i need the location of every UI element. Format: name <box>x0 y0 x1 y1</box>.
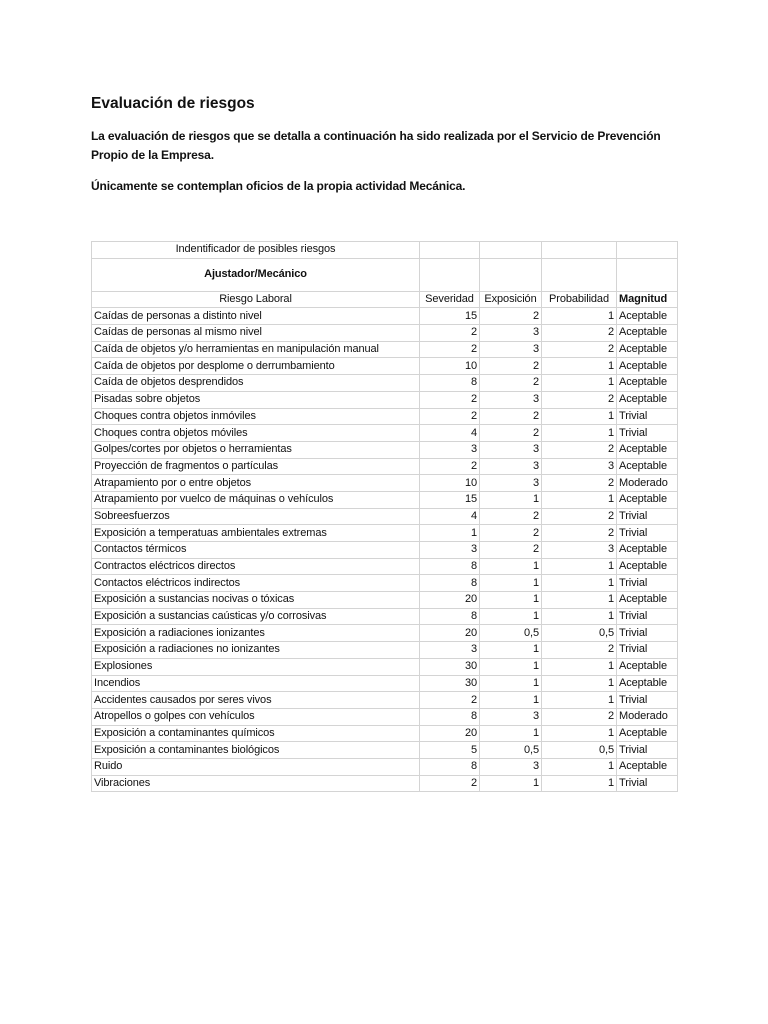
probabilidad-cell: 0,5 <box>542 742 617 759</box>
probabilidad-cell: 1 <box>542 775 617 792</box>
exposicion-cell: 2 <box>480 508 542 525</box>
severidad-cell: 3 <box>420 542 480 559</box>
severidad-cell: 3 <box>420 441 480 458</box>
table-row <box>92 658 678 675</box>
severidad-cell: 2 <box>420 341 480 358</box>
exposicion-cell: 3 <box>480 708 542 725</box>
table-row <box>92 692 678 709</box>
exposicion-cell: 1 <box>480 575 542 592</box>
magnitud-cell: Trivial <box>617 608 678 625</box>
table-row <box>92 742 678 759</box>
table-row <box>92 542 678 559</box>
probabilidad-cell: 2 <box>542 341 617 358</box>
magnitud-cell: Trivial <box>617 575 678 592</box>
riesgo-cell: Exposición a sustancias nocivas o tóxicas <box>92 592 420 609</box>
magnitud-cell: Aceptable <box>617 491 678 508</box>
severidad-cell: 4 <box>420 425 480 442</box>
probabilidad-cell: 2 <box>542 391 617 408</box>
probabilidad-cell: 1 <box>542 592 617 609</box>
table-row <box>92 358 678 375</box>
table-row <box>92 675 678 692</box>
magnitud-cell: Aceptable <box>617 592 678 609</box>
probabilidad-cell: 1 <box>542 408 617 425</box>
riesgo-cell: Exposición a contaminantes biológicos <box>92 742 420 759</box>
header-severidad: Severidad <box>420 291 480 308</box>
exposicion-cell: 1 <box>480 491 542 508</box>
table-row <box>92 642 678 659</box>
magnitud-cell: Aceptable <box>617 458 678 475</box>
magnitud-cell: Aceptable <box>617 658 678 675</box>
riesgo-cell: Explosiones <box>92 658 420 675</box>
probabilidad-cell: 2 <box>542 508 617 525</box>
exposicion-cell: 1 <box>480 658 542 675</box>
severidad-cell: 2 <box>420 692 480 709</box>
probabilidad-cell: 3 <box>542 458 617 475</box>
severidad-cell: 8 <box>420 608 480 625</box>
severidad-cell: 1 <box>420 525 480 542</box>
exposicion-cell: 2 <box>480 408 542 425</box>
riesgo-cell: Atrapamiento por o entre objetos <box>92 475 420 492</box>
header-exposicion: Exposición <box>480 291 542 308</box>
riesgo-cell: Caída de objetos y/o herramientas en manipulación manual <box>92 341 420 358</box>
severidad-cell: 2 <box>420 391 480 408</box>
identifier-label: Indentificador de posibles riesgos <box>92 242 420 259</box>
table-row <box>92 708 678 725</box>
riesgo-cell: Exposición a radiaciones no ionizantes <box>92 642 420 659</box>
magnitud-cell: Aceptable <box>617 325 678 342</box>
header-magnitud: Magnitud <box>617 291 678 308</box>
table-row <box>92 592 678 609</box>
role-row <box>92 258 678 291</box>
magnitud-cell: Aceptable <box>617 308 678 325</box>
scope-paragraph: Únicamente se contemplan oficios de la propia actividad Mecánica. <box>91 179 466 193</box>
table-row <box>92 391 678 408</box>
severidad-cell: 8 <box>420 708 480 725</box>
magnitud-cell: Aceptable <box>617 391 678 408</box>
exposicion-cell: 1 <box>480 558 542 575</box>
riesgo-cell: Contactos eléctricos indirectos <box>92 575 420 592</box>
magnitud-cell: Trivial <box>617 625 678 642</box>
riesgo-cell: Exposición a radiaciones ionizantes <box>92 625 420 642</box>
table-row <box>92 625 678 642</box>
table-row <box>92 508 678 525</box>
riesgo-cell: Contractos eléctricos directos <box>92 558 420 575</box>
probabilidad-cell: 1 <box>542 658 617 675</box>
table-row <box>92 308 678 325</box>
exposicion-cell: 2 <box>480 308 542 325</box>
riesgo-cell: Exposición a sustancias caústicas y/o corrosivas <box>92 608 420 625</box>
exposicion-cell: 1 <box>480 592 542 609</box>
probabilidad-cell: 1 <box>542 491 617 508</box>
exposicion-cell: 1 <box>480 642 542 659</box>
magnitud-cell: Trivial <box>617 425 678 442</box>
probabilidad-cell: 1 <box>542 575 617 592</box>
exposicion-cell: 1 <box>480 608 542 625</box>
riesgo-cell: Golpes/cortes por objetos o herramientas <box>92 441 420 458</box>
probabilidad-cell: 1 <box>542 308 617 325</box>
page-title: Evaluación de riesgos <box>91 95 255 112</box>
exposicion-cell: 1 <box>480 775 542 792</box>
intro-paragraph: La evaluación de riesgos que se detalla a continuación ha sido realizada por el Servicio de Prevención Propio de la Empresa. <box>91 129 661 162</box>
severidad-cell: 8 <box>420 575 480 592</box>
riesgo-cell: Incendios <box>92 675 420 692</box>
riesgo-cell: Vibraciones <box>92 775 420 792</box>
exposicion-cell: 1 <box>480 675 542 692</box>
table-row <box>92 608 678 625</box>
probabilidad-cell: 2 <box>542 708 617 725</box>
severidad-cell: 3 <box>420 642 480 659</box>
table-row <box>92 475 678 492</box>
table-row <box>92 325 678 342</box>
magnitud-cell: Trivial <box>617 742 678 759</box>
severidad-cell: 4 <box>420 508 480 525</box>
exposicion-cell: 2 <box>480 542 542 559</box>
magnitud-cell: Trivial <box>617 408 678 425</box>
severidad-cell: 2 <box>420 325 480 342</box>
probabilidad-cell: 0,5 <box>542 625 617 642</box>
probabilidad-cell: 2 <box>542 475 617 492</box>
table-row <box>92 341 678 358</box>
riesgo-cell: Accidentes causados por seres vivos <box>92 692 420 709</box>
riesgo-cell: Exposición a temperatuas ambientales extremas <box>92 525 420 542</box>
probabilidad-cell: 2 <box>542 642 617 659</box>
probabilidad-cell: 1 <box>542 608 617 625</box>
magnitud-cell: Aceptable <box>617 758 678 775</box>
table-row <box>92 375 678 392</box>
magnitud-cell: Aceptable <box>617 441 678 458</box>
severidad-cell: 30 <box>420 658 480 675</box>
severidad-cell: 2 <box>420 408 480 425</box>
header-row <box>92 291 678 308</box>
magnitud-cell: Trivial <box>617 692 678 709</box>
severidad-cell: 10 <box>420 475 480 492</box>
exposicion-cell: 3 <box>480 458 542 475</box>
riesgo-cell: Proyección de fragmentos o partículas <box>92 458 420 475</box>
probabilidad-cell: 2 <box>542 325 617 342</box>
probabilidad-cell: 1 <box>542 725 617 742</box>
severidad-cell: 15 <box>420 491 480 508</box>
exposicion-cell: 2 <box>480 358 542 375</box>
risk-table <box>91 241 678 792</box>
severidad-cell: 20 <box>420 625 480 642</box>
exposicion-cell: 3 <box>480 341 542 358</box>
identifier-row <box>92 242 678 259</box>
probabilidad-cell: 1 <box>542 675 617 692</box>
severidad-cell: 20 <box>420 725 480 742</box>
riesgo-cell: Sobreesfuerzos <box>92 508 420 525</box>
exposicion-cell: 3 <box>480 441 542 458</box>
table-row <box>92 725 678 742</box>
probabilidad-cell: 2 <box>542 441 617 458</box>
magnitud-cell: Trivial <box>617 642 678 659</box>
severidad-cell: 20 <box>420 592 480 609</box>
severidad-cell: 8 <box>420 558 480 575</box>
exposicion-cell: 2 <box>480 525 542 542</box>
probabilidad-cell: 1 <box>542 558 617 575</box>
riesgo-cell: Contactos térmicos <box>92 542 420 559</box>
riesgo-cell: Caída de objetos desprendidos <box>92 375 420 392</box>
riesgo-cell: Caídas de personas a distinto nivel <box>92 308 420 325</box>
probabilidad-cell: 3 <box>542 542 617 559</box>
severidad-cell: 15 <box>420 308 480 325</box>
header-probabilidad: Probabilidad <box>542 291 617 308</box>
exposicion-cell: 0,5 <box>480 742 542 759</box>
magnitud-cell: Trivial <box>617 525 678 542</box>
riesgo-cell: Exposición a contaminantes químicos <box>92 725 420 742</box>
riesgo-cell: Caída de objetos por desplome o derrumbamiento <box>92 358 420 375</box>
magnitud-cell: Aceptable <box>617 358 678 375</box>
table-row <box>92 458 678 475</box>
exposicion-cell: 3 <box>480 391 542 408</box>
probabilidad-cell: 1 <box>542 358 617 375</box>
severidad-cell: 2 <box>420 458 480 475</box>
table-row <box>92 491 678 508</box>
exposicion-cell: 2 <box>480 425 542 442</box>
role-label: Ajustador/Mecánico <box>92 258 420 291</box>
table-row <box>92 525 678 542</box>
riesgo-cell: Pisadas sobre objetos <box>92 391 420 408</box>
magnitud-cell: Aceptable <box>617 341 678 358</box>
severidad-cell: 10 <box>420 358 480 375</box>
probabilidad-cell: 1 <box>542 375 617 392</box>
probabilidad-cell: 1 <box>542 692 617 709</box>
severidad-cell: 2 <box>420 775 480 792</box>
magnitud-cell: Aceptable <box>617 675 678 692</box>
exposicion-cell: 0,5 <box>480 625 542 642</box>
probabilidad-cell: 2 <box>542 525 617 542</box>
severidad-cell: 8 <box>420 375 480 392</box>
probabilidad-cell: 1 <box>542 758 617 775</box>
riesgo-cell: Atrapamiento por vuelco de máquinas o vehículos <box>92 491 420 508</box>
severidad-cell: 8 <box>420 758 480 775</box>
table-row <box>92 425 678 442</box>
probabilidad-cell: 1 <box>542 425 617 442</box>
exposicion-cell: 1 <box>480 725 542 742</box>
magnitud-cell: Moderado <box>617 708 678 725</box>
exposicion-cell: 3 <box>480 475 542 492</box>
table-row <box>92 575 678 592</box>
table-row <box>92 408 678 425</box>
exposicion-cell: 3 <box>480 325 542 342</box>
table-row <box>92 775 678 792</box>
exposicion-cell: 1 <box>480 692 542 709</box>
exposicion-cell: 3 <box>480 758 542 775</box>
table-row <box>92 441 678 458</box>
riesgo-cell: Atropellos o golpes con vehículos <box>92 708 420 725</box>
riesgo-cell: Choques contra objetos móviles <box>92 425 420 442</box>
exposicion-cell: 2 <box>480 375 542 392</box>
table-row <box>92 558 678 575</box>
header-riesgo: Riesgo Laboral <box>92 291 420 308</box>
severidad-cell: 5 <box>420 742 480 759</box>
magnitud-cell: Aceptable <box>617 542 678 559</box>
severidad-cell: 30 <box>420 675 480 692</box>
table-row <box>92 758 678 775</box>
magnitud-cell: Moderado <box>617 475 678 492</box>
magnitud-cell: Trivial <box>617 508 678 525</box>
magnitud-cell: Aceptable <box>617 725 678 742</box>
riesgo-cell: Caídas de personas al mismo nivel <box>92 325 420 342</box>
magnitud-cell: Aceptable <box>617 558 678 575</box>
magnitud-cell: Aceptable <box>617 375 678 392</box>
magnitud-cell: Trivial <box>617 775 678 792</box>
riesgo-cell: Ruido <box>92 758 420 775</box>
riesgo-cell: Choques contra objetos inmóviles <box>92 408 420 425</box>
